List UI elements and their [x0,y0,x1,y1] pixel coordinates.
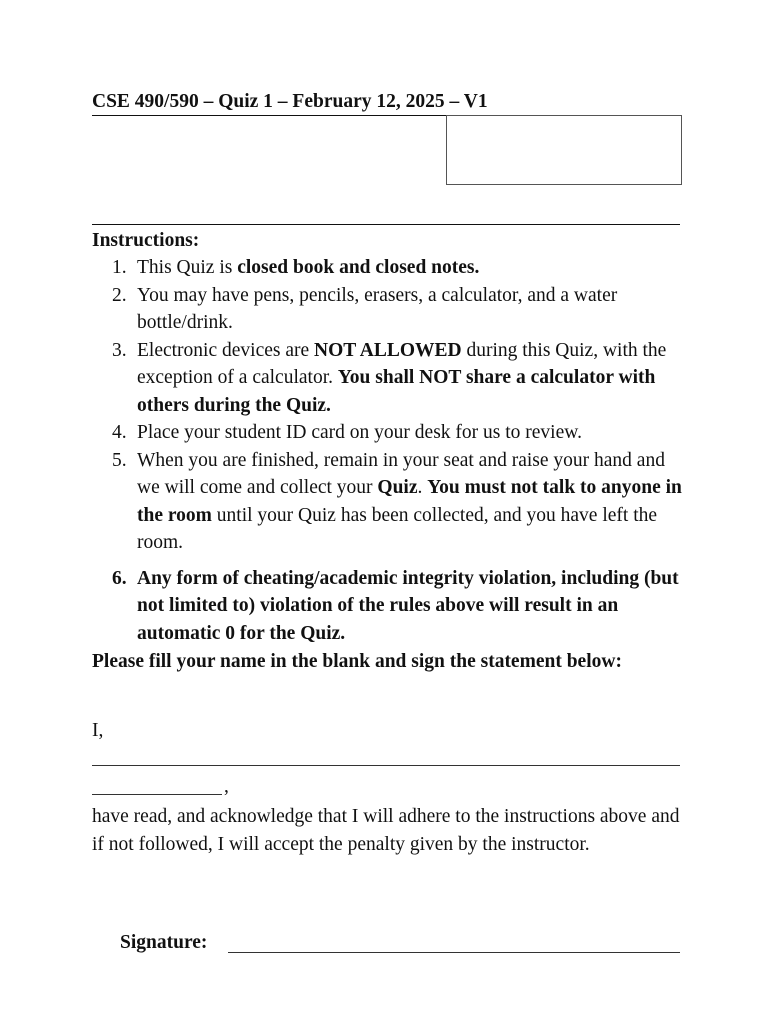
item-text: until your Quiz has been collected, and you have left the room. [137,504,658,553]
item-bold-text: closed book and closed notes. [237,257,480,278]
instructions-heading: Instructions: [92,230,200,251]
page-title: CSE 490/590 – Quiz 1 – February 12, 2025 – V1 [92,90,680,116]
list-number: 6. [112,567,127,589]
list-item [92,419,682,447]
item-bold-text: You must not talk to anyone in the room [137,477,682,526]
fill-name-instruction: Please fill your name in the blank and sign the statement below: [92,651,622,672]
item-text: Any form of cheating/academic integrity violation, including (but not limited to) violation of the rules above will result in an automatic 0 for the Quiz. [137,567,679,644]
name-blank-line[interactable] [92,765,680,766]
list-item [92,254,682,282]
item-text: When you are finished, remain in your seat and raise your hand and we will come and collect your [137,449,665,498]
item-text: during this Quiz, with the exception of a calculator. [137,339,667,388]
list-item [92,447,682,557]
item-text: . [417,477,428,498]
signature-label: Signature: [120,932,208,953]
item-text: This Quiz is [137,257,238,278]
list-number: 1. [112,257,127,278]
item-bold-text: You shall NOT share a calculator with others during the Quiz. [137,367,656,416]
statement-prefix: I, [92,720,104,741]
list-number: 2. [112,284,127,306]
list-item [92,282,682,337]
name-blank-line-continued[interactable] [92,794,222,795]
item-bold-text: NOT ALLOWED [314,339,462,361]
signature-line[interactable] [228,952,680,953]
item-text: You may have pens, pencils, erasers, a calculator, and a water bottle/drink. [137,284,618,333]
score-box[interactable] [446,115,682,185]
list-number: 5. [112,449,127,471]
item-bold-text: Quiz [377,477,418,498]
list-number: 3. [112,339,127,361]
item-text: Electronic devices are [137,339,315,361]
list-item [92,337,682,420]
acknowledgement-text: have read, and acknowledge that I will adhere to the instructions above and if not followed, I will accept the penalty given by the instructor. [92,806,680,855]
horizontal-divider [92,224,680,225]
item-text: Place your student ID card on your desk for us to review. [137,422,582,443]
instructions-list [92,254,682,647]
list-number: 4. [112,422,127,443]
statement-comma: , [224,776,229,797]
list-item [92,565,682,648]
